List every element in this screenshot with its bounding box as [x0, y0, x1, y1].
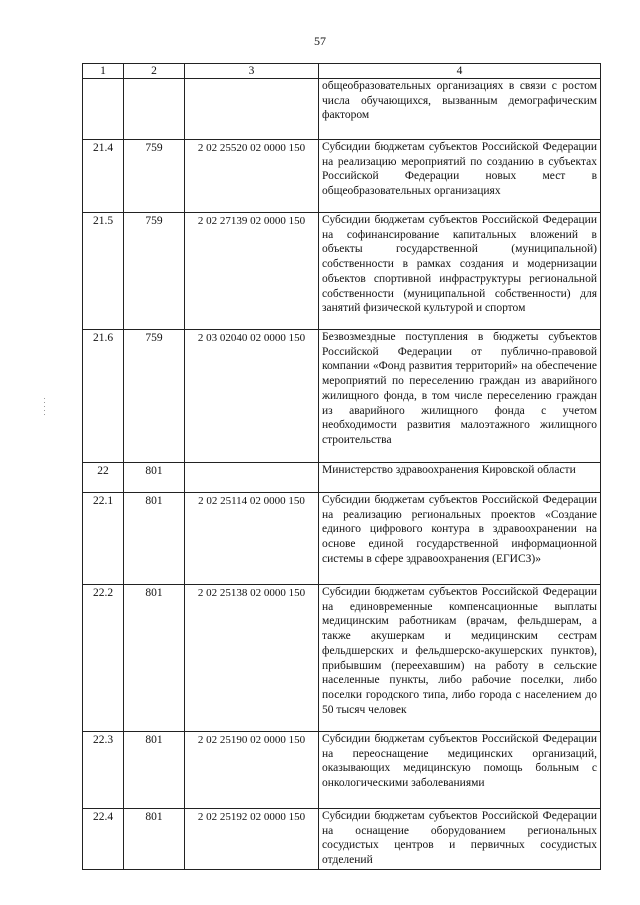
- row-number: [83, 79, 124, 140]
- admin-code: 759: [124, 140, 185, 213]
- admin-code: 801: [124, 585, 185, 732]
- revenue-description: Безвозмездные поступления в бюджеты субъектов Российской Федерации от публично-правовой компании «Фонд развития территорий» на обеспечение мероприятий по переселению граждан из аварийного жилищного фонда, в том числе переселению граждан из аварийного жилищного фонда с учетом необходимости развития малоэтажного жилищного строительства: [319, 330, 601, 463]
- row-number: 22.3: [83, 732, 124, 809]
- row-number: 22.1: [83, 493, 124, 585]
- table-row: [83, 140, 601, 213]
- admin-code: 801: [124, 493, 185, 585]
- table-row: [83, 585, 601, 732]
- admin-code: [124, 79, 185, 140]
- revenue-description: Субсидии бюджетам субъектов Российской Федерации на оснащение оборудованием региональных сосудистых центров и первичных сосудистых отделений: [319, 809, 601, 870]
- table-row: [83, 213, 601, 330]
- row-number: 22: [83, 463, 124, 493]
- column-header-3: 3: [185, 64, 319, 79]
- row-number: 22.2: [83, 585, 124, 732]
- revenue-description: Субсидии бюджетам субъектов Российской Федерации на единовременные компенсационные выплаты медицинским работникам (врачам, фельдшерам, а также акушеркам и медицинским сестрам фельдшерских и фельдшерско-акушерских пунктов), прибывшим (переехавшим) на работу в сельские населенные пункты, либо рабочие поселки, либо поселки городского типа, либо города с населением до 50 тысяч человек: [319, 585, 601, 732]
- admin-code: 759: [124, 213, 185, 330]
- page-number: 57: [314, 34, 326, 48]
- admin-code: 801: [124, 732, 185, 809]
- row-number: 21.6: [83, 330, 124, 463]
- budget-classification-code: [185, 79, 319, 140]
- revenue-description: Министерство здравоохранения Кировской области: [319, 463, 601, 493]
- table-header-row: [83, 64, 601, 79]
- column-header-1: 1: [83, 64, 124, 79]
- table-row: [83, 493, 601, 585]
- table-row: [83, 330, 601, 463]
- revenue-description: общеобразовательных организациях в связи с ростом числа обучающихся, вызванным демографическим фактором: [319, 79, 601, 140]
- revenue-description: Субсидии бюджетам субъектов Российской Федерации на реализацию региональных проектов «Создание единого цифрового контура в здравоохранении на основе единой государственной информационной системы в сфере здравоохранения (ЕГИСЗ)»: [319, 493, 601, 585]
- row-number: 21.4: [83, 140, 124, 213]
- column-header-2: 2: [124, 64, 185, 79]
- table-row: [83, 732, 601, 809]
- column-header-4: 4: [319, 64, 601, 79]
- budget-classification-code: 2 03 02040 02 0000 150: [185, 330, 319, 463]
- table-row: [83, 463, 601, 493]
- budget-classification-code: 2 02 25138 02 0000 150: [185, 585, 319, 732]
- revenue-codes-table: [82, 63, 601, 870]
- revenue-description: Субсидии бюджетам субъектов Российской Федерации на реализацию мероприятий по созданию в субъектах Российской Федерации новых мест в общеобразовательных организациях: [319, 140, 601, 213]
- admin-code: 801: [124, 463, 185, 493]
- table-row: [83, 79, 601, 140]
- revenue-description: Субсидии бюджетам субъектов Российской Федерации на софинансирование капитальных вложений в объекты государственной (муниципальной) собственности в рамках создания и модернизации объектов спортивной инфраструктуры региональной собственности (муниципальной собственности) для занятий физической культурой и спортом: [319, 213, 601, 330]
- budget-classification-code: 2 02 25520 02 0000 150: [185, 140, 319, 213]
- row-number: 22.4: [83, 809, 124, 870]
- row-number: 21.5: [83, 213, 124, 330]
- budget-classification-code: 2 02 27139 02 0000 150: [185, 213, 319, 330]
- budget-classification-code: 2 02 25192 02 0000 150: [185, 809, 319, 870]
- table-row: [83, 809, 601, 870]
- admin-code: 801: [124, 809, 185, 870]
- margin-scan-mark: [44, 398, 45, 418]
- admin-code: 759: [124, 330, 185, 463]
- revenue-description: Субсидии бюджетам субъектов Российской Федерации на переоснащение медицинских организаций, оказывающих медицинскую помощь больным с онкологическими заболеваниями: [319, 732, 601, 809]
- budget-classification-code: 2 02 25190 02 0000 150: [185, 732, 319, 809]
- budget-classification-code: [185, 463, 319, 493]
- budget-classification-code: 2 02 25114 02 0000 150: [185, 493, 319, 585]
